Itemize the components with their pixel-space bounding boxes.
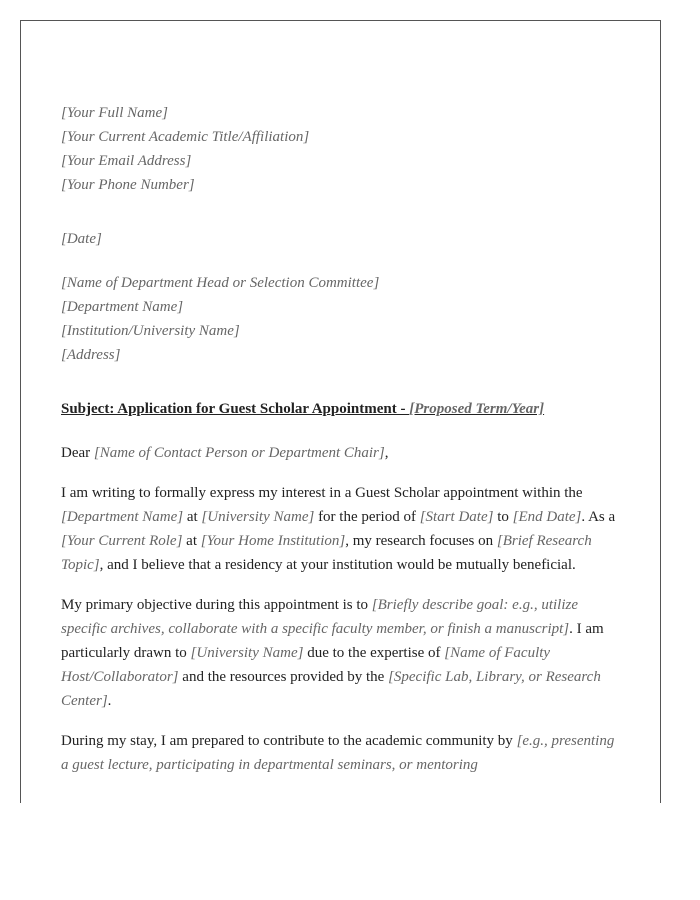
- p2-placeholder-resources: [Specific Lab, Library, or Research Center]: [61, 669, 601, 709]
- recipient-address: [Address]: [61, 347, 121, 363]
- p1-text-1: I am writing to formally express my interest in a Guest Scholar appointment within the: [61, 485, 583, 501]
- paragraph-intro: [61, 481, 623, 577]
- p1-placeholder-research-topic: [Brief Research Topic]: [61, 533, 592, 573]
- p1-placeholder-home-institution: [Your Home Institution]: [200, 533, 346, 549]
- subject-prefix: Subject: Application for Guest Scholar Appointment -: [61, 401, 410, 417]
- recipient-name: [Name of Department Head or Selection Committee]: [61, 275, 380, 291]
- p2-text-4: and the resources provided by the: [178, 669, 389, 685]
- p2-placeholder-goal: [Briefly describe goal: e.g., utilize specific archives, collaborate with a specific faculty member, or finish a manuscript]: [61, 597, 579, 637]
- letter-body: [61, 101, 623, 793]
- salutation-dear: Dear: [61, 445, 94, 461]
- p2-text-1: My primary objective during this appointment is to: [61, 597, 372, 613]
- p1-placeholder-department: [Department Name]: [61, 509, 184, 525]
- p1-text-7: , my research focuses on: [345, 533, 497, 549]
- recipient-department: [Department Name]: [61, 299, 184, 315]
- p2-placeholder-faculty-host: [Name of Faculty Host/Collaborator]: [61, 645, 551, 685]
- p1-text-5: . As a: [581, 509, 616, 525]
- paragraph-objective: [61, 593, 623, 713]
- p2-text-5: .: [107, 693, 112, 709]
- sender-phone: [Your Phone Number]: [61, 177, 195, 193]
- sender-email: [Your Email Address]: [61, 153, 192, 169]
- document-page: [20, 20, 661, 803]
- subject-term: [Proposed Term/Year]: [409, 401, 545, 417]
- p2-text-2: . I am particularly drawn to: [61, 621, 604, 661]
- p3-text-1: During my stay, I am prepared to contribute to the academic community by: [61, 733, 517, 749]
- p1-text-3: for the period of: [314, 509, 420, 525]
- sender-name: [Your Full Name]: [61, 105, 168, 121]
- paragraph-contribution: [61, 729, 623, 777]
- letter-date: [Date]: [61, 231, 102, 247]
- salutation-comma: ,: [384, 445, 389, 461]
- recipient-block: [61, 271, 623, 367]
- date-block: [61, 227, 623, 251]
- p1-text-8: , and I believe that a residency at your institution would be mutually beneficial.: [99, 557, 576, 573]
- p1-placeholder-role: [Your Current Role]: [61, 533, 183, 549]
- recipient-institution: [Institution/University Name]: [61, 323, 240, 339]
- p3-placeholder-contribution: [e.g., presenting a guest lecture, participating in departmental seminars, or mentoring: [61, 733, 615, 773]
- p1-placeholder-university: [University Name]: [201, 509, 315, 525]
- p1-placeholder-start-date: [Start Date]: [419, 509, 494, 525]
- p2-text-3: due to the expertise of: [303, 645, 445, 661]
- salutation-name: [Name of Contact Person or Department Chair]: [93, 445, 385, 461]
- p1-text-6: at: [182, 533, 201, 549]
- p1-text-2: at: [183, 509, 202, 525]
- sender-block: [61, 101, 623, 197]
- p2-placeholder-university: [University Name]: [190, 645, 304, 661]
- p1-text-4: to: [493, 509, 513, 525]
- salutation: [61, 441, 623, 465]
- sender-title: [Your Current Academic Title/Affiliation]: [61, 129, 310, 145]
- subject-line: [61, 397, 623, 421]
- p1-placeholder-end-date: [End Date]: [512, 509, 582, 525]
